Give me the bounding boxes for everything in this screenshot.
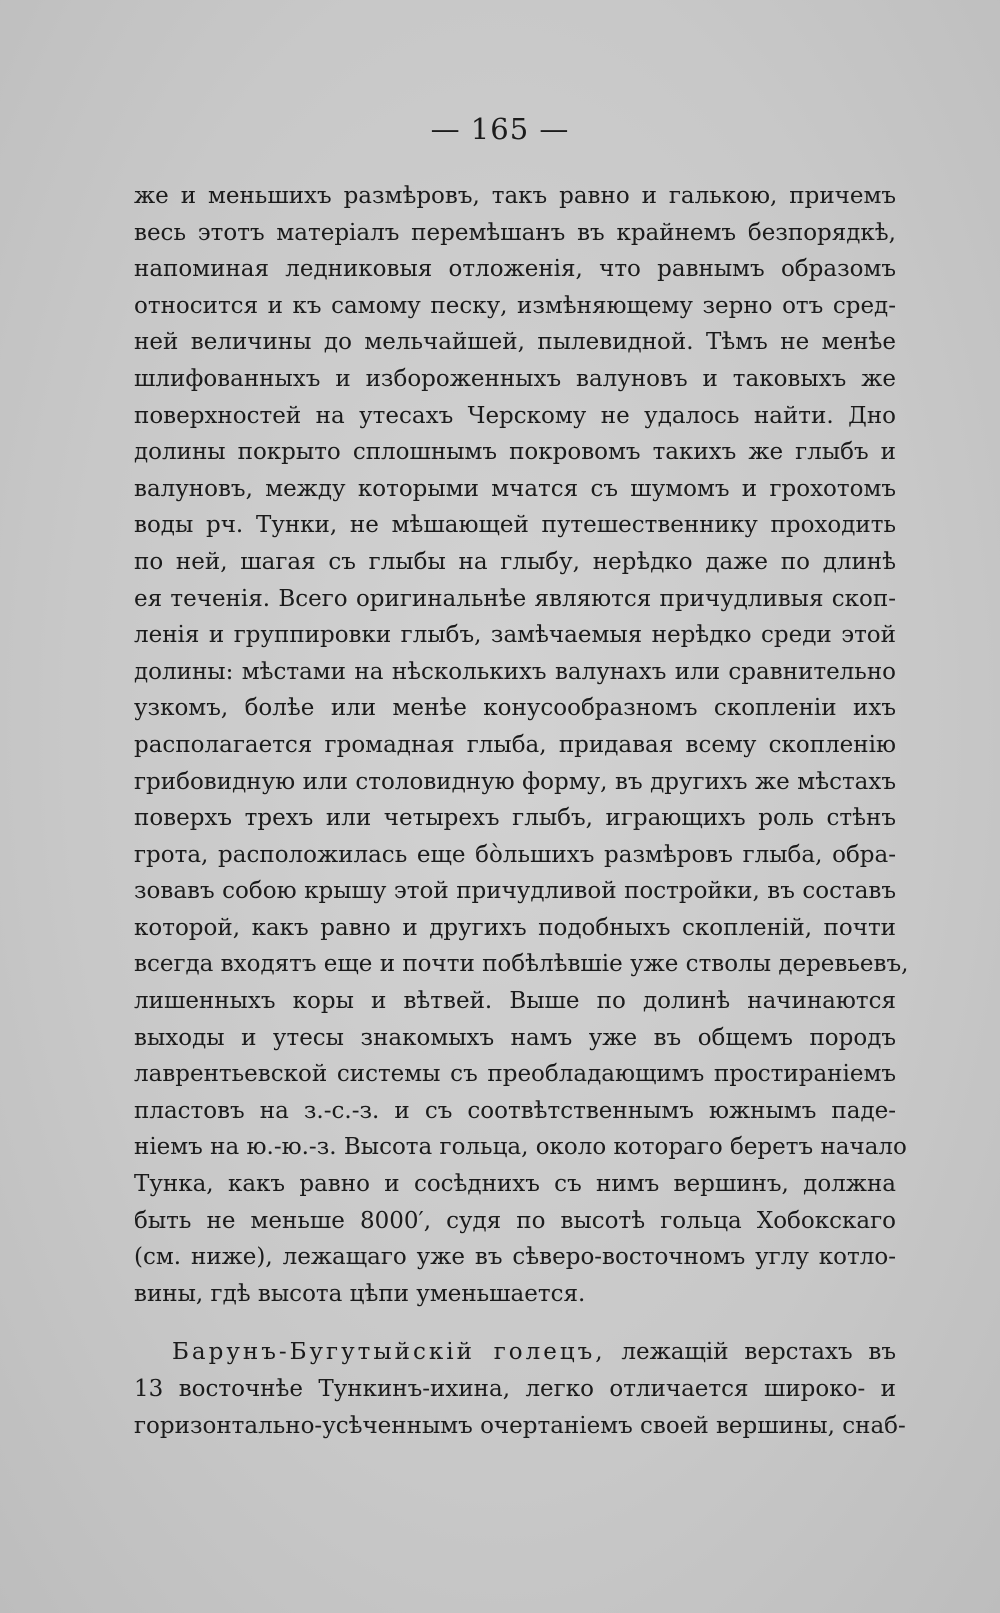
paragraph-1-line: лишенныхъ коры и вѣтвей. Выше по долинѣ начинаются xyxy=(134,988,896,1015)
paragraph-1-line: которой, какъ равно и другихъ подобныхъ скопленій, почти xyxy=(134,914,896,941)
paragraph-1-line: ніемъ на ю.-ю.-з. Высота гольца, около котораго беретъ начало xyxy=(134,1134,907,1161)
paragraph-1-line: вины, гдѣ высота цѣпи уменьшается. xyxy=(134,1280,586,1307)
paragraph-1-line: поверхъ трехъ или четырехъ глыбъ, играющихъ роль стѣнъ xyxy=(134,805,896,832)
paragraph-1-line: быть не меньше 8000′, судя по высотѣ гольца Хобокскаго xyxy=(134,1207,896,1234)
paragraph-2-heading: Барунъ-Бугутыйскій голецъ, xyxy=(172,1339,606,1366)
paragraph-1-line: грота, расположилась еще бо̀льшихъ размѣровъ глыба, обра- xyxy=(134,841,896,868)
paragraph-1-line: Тунка, какъ равно и сосѣднихъ съ нимъ вершинъ, должна xyxy=(134,1171,896,1198)
paragraph-1-line: лаврентьевской системы съ преобладающимъ простираніемъ xyxy=(134,1061,896,1088)
paragraph-1-line: долины: мѣстами на нѣсколькихъ валунахъ или сравнительно xyxy=(134,658,896,685)
paragraph-2-line-2: 13 восточнѣе Тункинъ-ихина, легко отличается широко- и xyxy=(134,1376,896,1402)
paragraph-1-line: напоминая ледниковыя отложенія, что равнымъ образомъ xyxy=(134,256,896,283)
paragraph-1-line: располагается громадная глыба, придавая всему скопленію xyxy=(134,731,896,758)
paragraph-1 xyxy=(134,178,909,1312)
paragraph-1-line: ней величины до мельчайшей, пылевидной. Тѣмъ не менѣе xyxy=(134,329,896,356)
paragraph-2-line-1 xyxy=(134,1334,896,1371)
paragraph-1-line: поверхностей на утесахъ Черскому не удалось найти. Дно xyxy=(134,402,896,429)
paragraph-1-line: весь этотъ матеріалъ перемѣшанъ въ крайнемъ безпорядкѣ, xyxy=(134,219,896,246)
paragraph-1-line: долины покрыто сплошнымъ покровомъ такихъ же глыбъ и xyxy=(134,439,896,466)
paragraph-1-line: относится и къ самому песку, измѣняющему зерно отъ сред- xyxy=(134,292,896,319)
paragraph-1-line: по ней, шагая съ глыбы на глыбу, нерѣдко даже по длинѣ xyxy=(134,548,896,575)
paragraph-1-line: валуновъ, между которыми мчатся съ шумомъ и грохотомъ xyxy=(134,475,896,502)
paragraph-1-line: всегда входятъ еще и почти побѣлѣвшіе уже стволы деревьевъ, xyxy=(134,951,909,978)
body-text xyxy=(134,178,909,1444)
paragraph-1-line: грибовидную или столовидную форму, въ другихъ же мѣстахъ xyxy=(134,768,896,795)
paragraph-2-line-1-rest: лежащій верстахъ въ xyxy=(605,1339,896,1366)
paragraph-1-line: выходы и утесы знакомыхъ намъ уже въ общемъ породъ xyxy=(134,1024,896,1051)
paragraph-1-line: же и меньшихъ размѣровъ, такъ равно и галькою, причемъ xyxy=(134,183,896,209)
paragraph-2 xyxy=(134,1334,906,1444)
paragraph-1-line: узкомъ, болѣе или менѣе конусообразномъ скопленіи ихъ xyxy=(134,695,896,722)
paragraph-1-line: воды рч. Тунки, не мѣшающей путешественнику проходить xyxy=(134,512,896,539)
paragraph-1-line: зовавъ собою крышу этой причудливой постройки, въ составъ xyxy=(134,878,896,905)
page-number: — 165 — xyxy=(430,112,570,146)
paragraph-1-line: (см. ниже), лежащаго уже въ сѣверо-восточномъ углу котло- xyxy=(134,1244,896,1271)
paragraph-1-line: пластовъ на з.-с.-з. и съ соотвѣтственнымъ южнымъ паде- xyxy=(134,1097,896,1124)
paragraph-2-line-3: горизонтально-усѣченнымъ очертаніемъ своей вершины, снаб- xyxy=(134,1412,906,1439)
paragraph-1-line: ленія и группировки глыбъ, замѣчаемыя нерѣдко среди этой xyxy=(134,622,896,649)
paragraph-gap xyxy=(134,1312,896,1334)
paragraph-1-line: шлифованныхъ и избороженныхъ валуновъ и таковыхъ же xyxy=(134,365,896,392)
paragraph-1-line: ея теченія. Всего оригинальнѣе являются причудливыя скоп- xyxy=(134,585,896,612)
